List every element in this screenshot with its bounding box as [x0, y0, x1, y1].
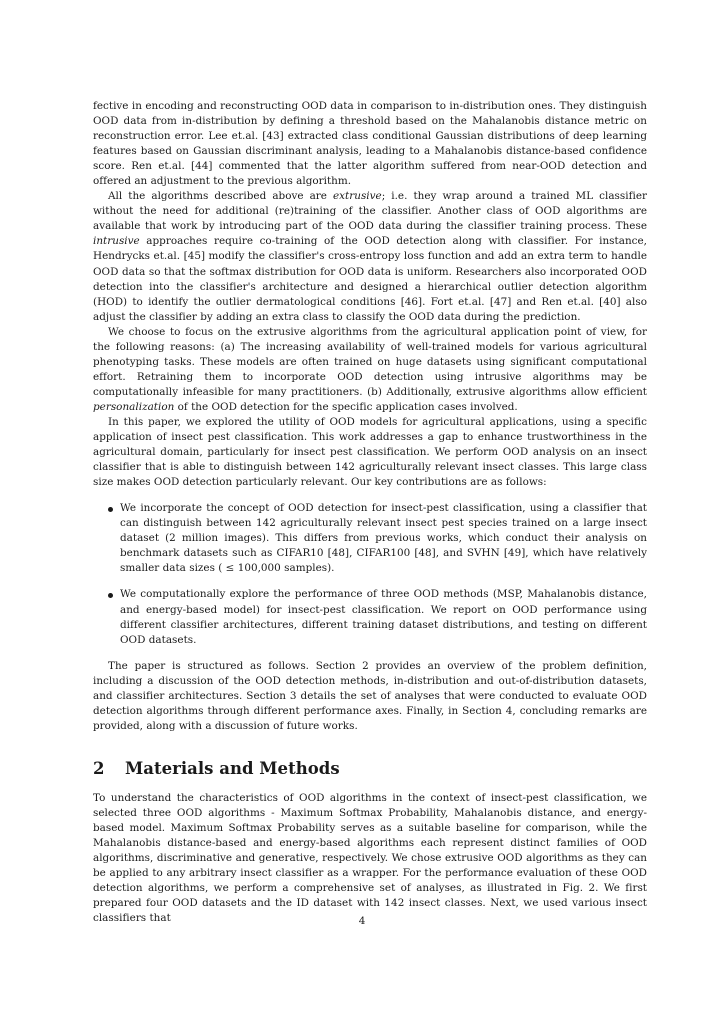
paragraph-structure: The paper is structured as follows. Section 2 provides an overview of the problem definition, including a discussion of the OOD detection methods, in-distribution and out-of-distribution datasets, and classifier architectures. Section 3 details the set of analyses that were conducted to evaluate OOD detection algorithms through different performance axes. Finally, in Section 4, concluding remarks are provided, along with a discussion of future works. — [93, 659, 647, 732]
paragraph-this-paper: In this paper, we explored the utility of OOD models for agricultural applications, using a specific application of insect pest classification. This work addresses a gap to enhance trustworthiness in the agricultural domain, particularly for insect pest classification. We perform OOD analysis on an insect classifier that is able to distinguish between 142 agriculturally relevant insect classes. This large class size makes OOD detection particularly relevant. Our key contributions are as follows: — [93, 415, 647, 489]
contributions-list — [93, 501, 647, 647]
bullet-icon — [108, 593, 113, 598]
list-item — [93, 587, 647, 647]
text-run: approaches require co-training of the OOD detection along with classifier. For instance, Hendrycks et.al. [45] modify the classifier's cross-entropy loss function and add an extra term to handle OOD data so that the softmax distribution for OOD data is uniform. Researchers also incorporated OOD detection into the classifier's architecture and designed a hierarchical outlier detection algorithm (HOD) to identify the outlier dermatological conditions [46]. Fort et.al. [47] and Ren et.al. [40] also adjust the classifier by adding an extra class to classify the OOD data during the prediction. — [93, 235, 647, 323]
section-title: Materials and Methods — [125, 758, 340, 778]
emphasis-intrusive: intrusive — [93, 235, 140, 248]
section-number: 2 — [93, 758, 105, 778]
page-number: 4 — [358, 915, 366, 927]
paragraph-reasons — [93, 325, 647, 415]
paragraph-methods-intro: To understand the characteristics of OOD algorithms in the context of insect-pest classification, we selected three OOD algorithms - Maximum Softmax Probability, Mahalanobis distance, and energy-based model. Maximum Softmax Probability serves as a suitable baseline for comparison, while the Mahalanobis distance-based and energy-based algorithms each represent distinct families of OOD algorithms, discriminative and generative, respectively. We chose extrusive OOD algorithms as they can be applied to any arbitrary insect classifier as a wrapper. For the performance evaluation of these OOD detection algorithms, we perform a comprehensive set of analyses, as illustrated in Fig. 2. We first prepared four OOD datasets and the ID dataset with 142 insect classes. Next, we used various insect classifiers that — [93, 791, 647, 925]
text-run: of the OOD detection for the specific application cases involved. — [174, 400, 518, 413]
text-run: ; i.e. they wrap around a trained ML classifier without the need for additional (re)training of the classifier. Another class of OOD algorithms are available that work by introducing part of the OOD data during the classifier training process. These — [93, 190, 647, 233]
text-run: We choose to focus on the extrusive algorithms from the agricultural application point of view, for the following reasons: (a) The increasing availability of well-trained models for various agricultural phenotyping tasks. These models are often trained on huge datasets using significant computational effort. Retraining them to incorporate OOD detection using intrusive algorithms may be computationally infeasible for many practitioners. (b) Additionally, extrusive algorithms allow efficient — [93, 325, 647, 398]
page-body — [93, 99, 647, 926]
paragraph-extrusive-intrusive — [93, 189, 647, 324]
emphasis-personalization: personalization — [93, 400, 175, 413]
list-item — [93, 501, 647, 576]
list-item-text: We computationally explore the performance of three OOD methods (MSP, Mahalanobis distance, and energy-based model) for insect-pest classification. We report on OOD performance using different classifier architectures, different training dataset distributions, and testing on different OOD datasets. — [120, 588, 647, 646]
paragraph-continuation: fective in encoding and reconstructing OOD data in comparison to in-distribution ones. They distinguish OOD data from in-distribution by defining a threshold based on the Mahalanobis distance metric on reconstruction error. Lee et.al. [43] extracted class conditional Gaussian distributions of deep learning features based on Gaussian discriminant analysis, leading to a Mahalanobis distance-based confidence score. Ren et.al. [44] commented that the latter algorithm suffered from near-OOD detection and offered an adjustment to the previous algorithm. — [93, 100, 647, 188]
emphasis-extrusive: extrusive — [333, 190, 382, 203]
text-run: All the algorithms described above are — [108, 190, 333, 203]
list-item-text: We incorporate the concept of OOD detection for insect-pest classification, using a classifier that can distinguish between 142 agriculturally relevant insect pest species trained on a large insect dataset (2 million images). This differs from previous works, which conduct their analysis on benchmark datasets such as CIFAR10 [48], CIFAR100 [48], and SVHN [49], which have relatively smaller data sizes ( ≤ 100,000 samples). — [120, 502, 647, 575]
section-heading — [93, 759, 647, 779]
bullet-icon — [108, 507, 113, 512]
